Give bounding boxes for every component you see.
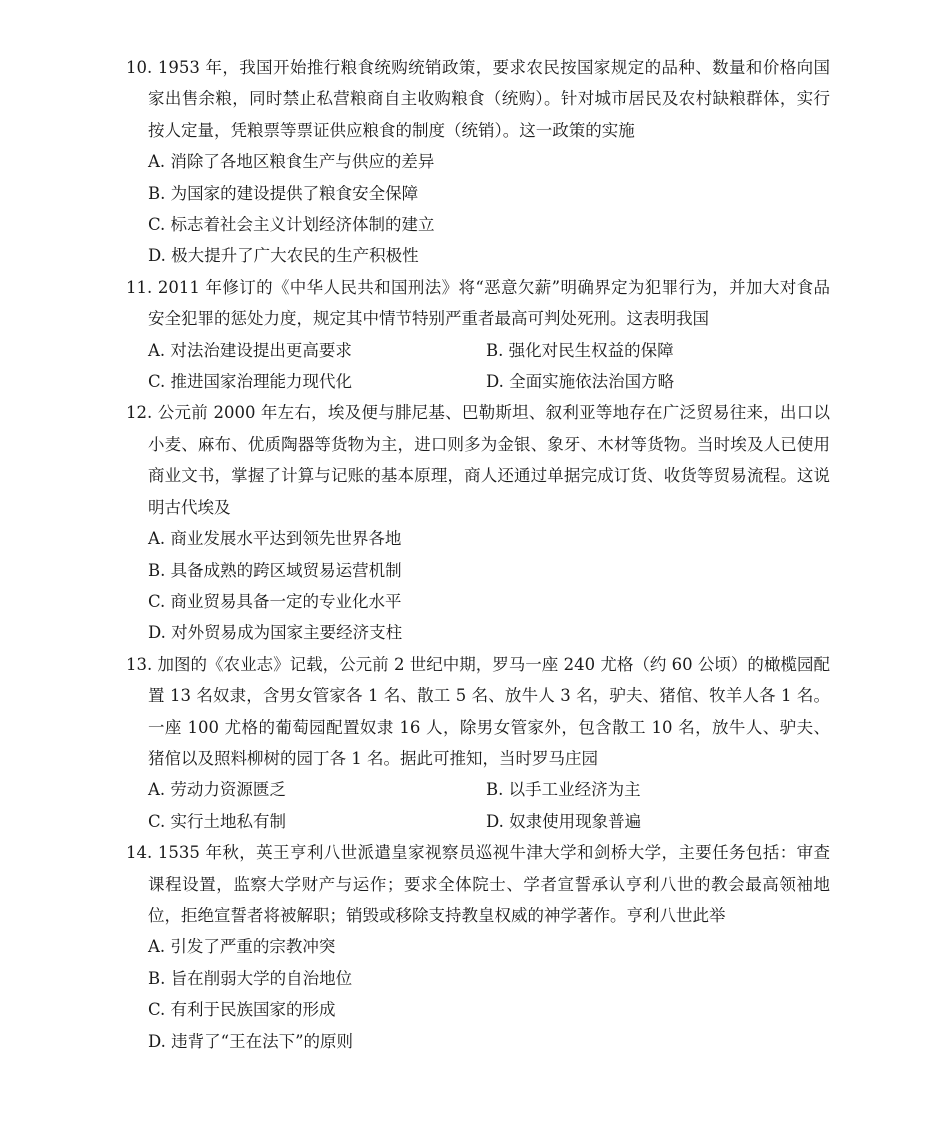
option-list — [126, 335, 830, 398]
option-list — [126, 774, 830, 837]
question-stem: 13. 加图的《农业志》记载，公元前 2 世纪中期，罗马一座 240 尤格（约 60 公顷）的橄榄园配置 13 名奴隶，含男女管家各 1 名、散工 5 名、放牛人 3 名，驴夫、猪倌、牧羊人各 1 名。一座 100 尤格的葡萄园配置奴隶 16 人，除男女管家外，包含散工 10 名，放牛人、驴夫、猪倌以及照料柳树的园丁各 1 名。据此可推知，当时罗马庄园 — [126, 654, 830, 768]
question-10 — [126, 52, 830, 272]
option-a: A. 劳动力资源匮乏 — [148, 780, 286, 800]
option-a: A. 引发了严重的宗教冲突 — [148, 937, 336, 957]
option-d: D. 对外贸易成为国家主要经济支柱 — [148, 623, 403, 643]
option-list — [126, 146, 830, 272]
question-stem: 10. 1953 年，我国开始推行粮食统购统销政策，要求农民按国家规定的品种、数量和价格向国家出售余粮，同时禁止私营粮商自主收购粮食（统购）。针对城市居民及农村缺粮群体，实行按人定量，凭粮票等票证供应粮食的制度（统销）。这一政策的实施 — [126, 58, 830, 140]
question-12 — [126, 397, 830, 648]
option-b: B. 强化对民生权益的保障 — [486, 340, 674, 360]
question-stem: 14. 1535 年秋，英王亨利八世派遣皇家视察员巡视牛津大学和剑桥大学，主要任务包括：审查课程设置，监察大学财产与运作；要求全体院士、学者宣誓承认亨利八世的教会最高领袖地位，拒绝宣誓者将被解职；销毁或移除支持教皇权威的神学著作。亨利八世此举 — [126, 843, 830, 925]
question-13 — [126, 649, 830, 837]
option-d: D. 全面实施依法治国方略 — [486, 372, 675, 392]
question-14 — [126, 837, 830, 1057]
option-b: B. 为国家的建设提供了粮食安全保障 — [148, 183, 419, 203]
question-stem: 11. 2011 年修订的《中华人民共和国刑法》将“恶意欠薪”明确界定为犯罪行为，并加大对食品安全犯罪的惩处力度，规定其中情节特别严重者最高可判处死刑。这表明我国 — [126, 277, 830, 329]
option-b: B. 旨在削弱大学的自治地位 — [148, 968, 353, 988]
question-11 — [126, 272, 830, 398]
option-c: C. 商业贸易具备一定的专业化水平 — [148, 591, 402, 611]
option-d: D. 奴隶使用现象普遍 — [486, 811, 642, 831]
option-list — [126, 523, 830, 649]
option-a: A. 对法治建设提出更高要求 — [148, 340, 352, 360]
question-stem: 12. 公元前 2000 年左右，埃及便与腓尼基、巴勒斯坦、叙利亚等地存在广泛贸易往来，出口以小麦、麻布、优质陶器等货物为主，进口则多为金银、象牙、木材等货物。当时埃及人已使用商业文书，掌握了计算与记账的基本原理，商人还通过单据完成订货、收货等贸易流程。这说明古代埃及 — [126, 403, 830, 517]
option-b: B. 以手工业经济为主 — [486, 780, 641, 800]
option-c: C. 有利于民族国家的形成 — [148, 1000, 336, 1020]
option-list — [126, 931, 830, 1057]
option-b: B. 具备成熟的跨区域贸易运营机制 — [148, 560, 402, 580]
option-a: A. 消除了各地区粮食生产与供应的差异 — [148, 152, 435, 172]
option-c: C. 推进国家治理能力现代化 — [148, 372, 353, 392]
option-d: D. 极大提升了广大农民的生产积极性 — [148, 246, 419, 266]
option-a: A. 商业发展水平达到领先世界各地 — [148, 529, 402, 549]
option-c: C. 标志着社会主义计划经济体制的建立 — [148, 215, 435, 235]
exam-page — [126, 52, 830, 1057]
option-d: D. 违背了“王在法下”的原则 — [148, 1031, 354, 1051]
option-c: C. 实行土地私有制 — [148, 811, 287, 831]
